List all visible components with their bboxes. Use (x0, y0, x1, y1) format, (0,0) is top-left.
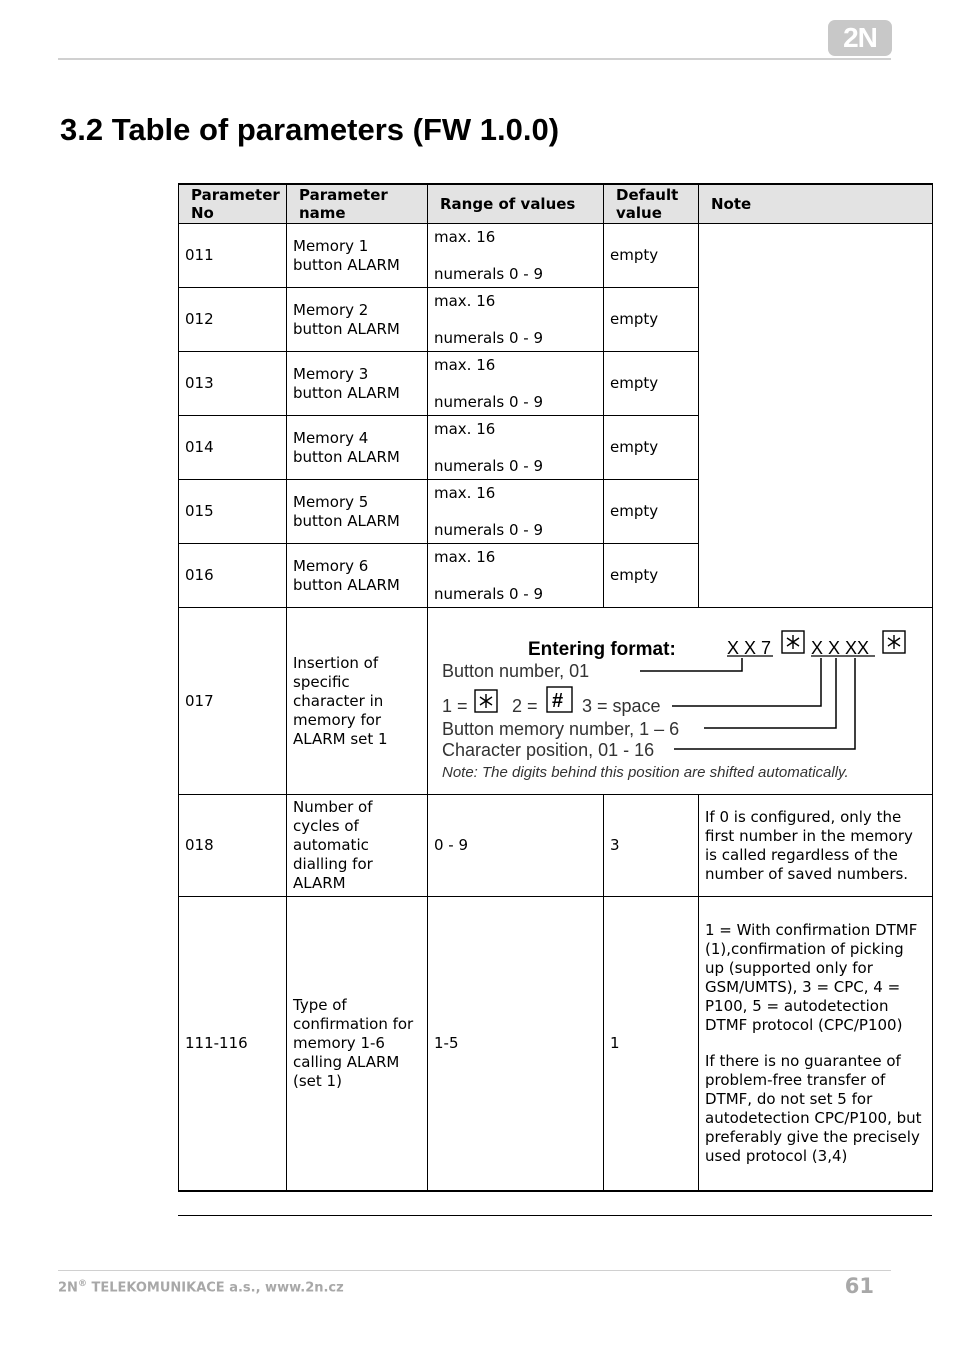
range-max: max. 16 (434, 227, 496, 246)
cell-note-empty (699, 224, 933, 608)
range-numerals: numerals 0 - 9 (434, 584, 543, 603)
header-parameter-name: Parameter name (287, 184, 428, 224)
parameters-table (178, 183, 933, 1192)
format-pattern-prefix: X X 7 (727, 638, 772, 658)
range-max: max. 16 (434, 419, 496, 438)
range-max: max. 16 (434, 291, 496, 310)
format-chars-3: 3 = space (582, 696, 661, 716)
range-max: max. 16 (434, 355, 496, 374)
cell-parameter-name: Insertion of specific character in memory for ALARM set 1 (287, 608, 428, 795)
footer-company (58, 1279, 344, 1295)
note-paragraph: 1 = With confirmation DTMF (1),confirmation of picking up (supported only for GSM/UMTS), 3 = CPC, 4 = P100, 5 = autodetection DTMF protocol (CPC/P100) (705, 920, 918, 1034)
cell-note (699, 897, 933, 1191)
cell-parameter-no: 111-116 (179, 897, 287, 1191)
cell-default: empty (604, 480, 699, 544)
entering-format-diagram (428, 608, 933, 795)
footer-brand: 2N (58, 1280, 78, 1296)
hash-icon: # (552, 690, 564, 712)
table-header-row (179, 184, 933, 224)
cell-note: If 0 is configured, only the first number in the memory is called regardless of the number of saved numbers. (699, 795, 933, 897)
range-max: max. 16 (434, 483, 496, 502)
range-numerals: numerals 0 - 9 (434, 392, 543, 411)
cell-parameter-name: Memory 3 button ALARM (287, 352, 428, 416)
cell-range (428, 224, 604, 288)
cell-parameter-no: 013 (179, 352, 287, 416)
cell-parameter-name: Type of confirmation for memory 1-6 calling ALARM (set 1) (287, 897, 428, 1191)
range-numerals: numerals 0 - 9 (434, 456, 543, 475)
cell-parameter-name: Memory 5 button ALARM (287, 480, 428, 544)
range-numerals: numerals 0 - 9 (434, 328, 543, 347)
cell-default: empty (604, 288, 699, 352)
cell-parameter-name: Memory 1 button ALARM (287, 224, 428, 288)
entering-format-figure (428, 608, 931, 794)
cell-default: empty (604, 352, 699, 416)
header-default-value: Default value (604, 184, 699, 224)
cell-range (428, 352, 604, 416)
table-row (179, 608, 933, 795)
format-char-position: Character position, 01 - 16 (442, 740, 655, 760)
cell-range (428, 416, 604, 480)
cell-parameter-no: 014 (179, 416, 287, 480)
header-range-of-values: Range of values (428, 184, 604, 224)
cell-parameter-no: 012 (179, 288, 287, 352)
cell-range (428, 544, 604, 608)
page-title: 3.2 Table of parameters (FW 1.0.0) (60, 112, 560, 147)
table-row (179, 897, 933, 1191)
cell-default: empty (604, 224, 699, 288)
format-pattern-middle: X X XX (811, 638, 870, 658)
company-logo: 2N (828, 20, 892, 56)
cell-parameter-no: 011 (179, 224, 287, 288)
footer-rule (58, 1270, 891, 1271)
format-heading: Entering format: (528, 639, 676, 660)
format-button-number: Button number, 01 (442, 661, 590, 681)
range-max: max. 16 (434, 547, 496, 566)
cell-range (428, 480, 604, 544)
note-paragraph: If there is no guarantee of problem-free transfer of DTMF, do not set 5 for autodetection CPC/P100, but preferably give the precisely used protocol (3,4) (705, 1051, 922, 1165)
cell-range: 1-5 (428, 897, 604, 1191)
cell-parameter-name: Memory 6 button ALARM (287, 544, 428, 608)
range-numerals: numerals 0 - 9 (434, 520, 543, 539)
cell-parameter-no: 016 (179, 544, 287, 608)
cell-parameter-name: Memory 2 button ALARM (287, 288, 428, 352)
format-note: Note: The digits behind this position are shifted automatically. (442, 764, 849, 781)
cell-parameter-name: Memory 4 button ALARM (287, 416, 428, 480)
cell-parameter-name: Number of cycles of automatic dialling for ALARM (287, 795, 428, 897)
header-rule (58, 58, 891, 60)
cell-default: empty (604, 416, 699, 480)
cell-parameter-no: 017 (179, 608, 287, 795)
cell-parameter-no: 015 (179, 480, 287, 544)
cell-parameter-no: 018 (179, 795, 287, 897)
table-row (179, 795, 933, 897)
cell-range (428, 288, 604, 352)
range-numerals: numerals 0 - 9 (434, 264, 543, 283)
header-note: Note (699, 184, 933, 224)
registered-mark: ® (77, 1279, 87, 1289)
format-chars-2: 2 = (512, 696, 538, 716)
cell-range: 0 - 9 (428, 795, 604, 897)
footer-company-text: TELEKOMUNIKACE a.s., www.2n.cz (86, 1280, 344, 1296)
header-parameter-no: Parameter No (179, 184, 287, 224)
table-row (179, 224, 933, 288)
cell-default: empty (604, 544, 699, 608)
format-chars-1: 1 = (442, 696, 468, 716)
content-bottom-rule (178, 1215, 932, 1216)
format-memory-number: Button memory number, 1 – 6 (442, 719, 680, 739)
page-number: 61 (844, 1274, 874, 1298)
cell-default: 3 (604, 795, 699, 897)
cell-default: 1 (604, 897, 699, 1191)
